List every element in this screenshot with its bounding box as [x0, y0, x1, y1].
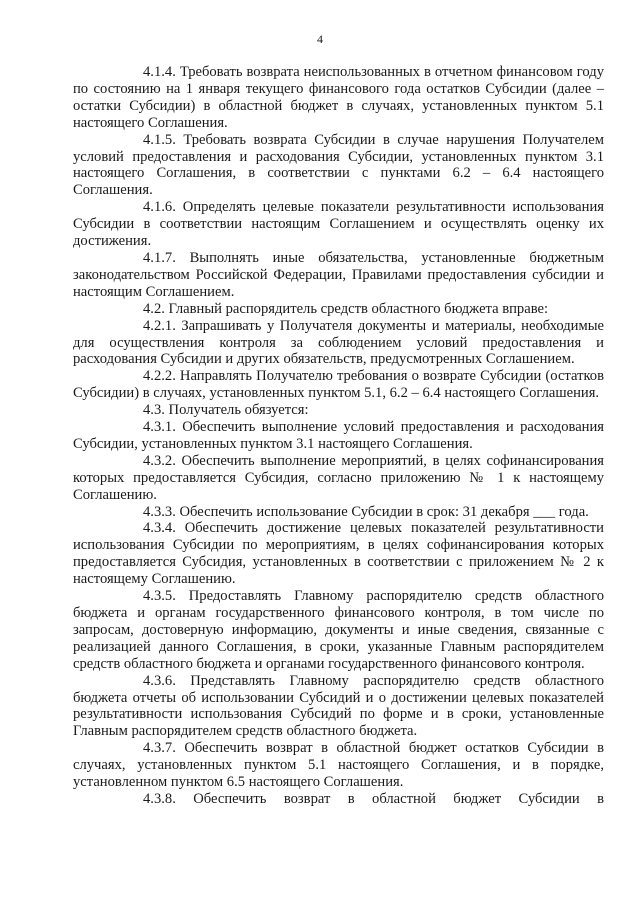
clause-4-3-8: 4.3.8. Обеспечить возврат в областной бюджет Субсидии в	[143, 790, 604, 807]
document-body	[73, 64, 604, 808]
clause-4-3-2: 4.3.2. Обеспечить выполнение мероприятий, в целях софинансирования которых предоставляется Субсидия, согласно приложению № 1 к настоящему Соглашению.	[73, 452, 604, 503]
clause-4-3-1: 4.3.1. Обеспечить выполнение условий предоставления и расходования Субсидии, установленных пунктом 3.1 настоящего Соглашения.	[73, 419, 604, 452]
page-number: 4	[317, 32, 323, 46]
clause-4-3-4: 4.3.4. Обеспечить достижение целевых показателей результативности использования Субсидии по мероприятиям, в целях софинансирования которых предоставляется Субсидия, установленных в соответствии с приложением № 2 к настоящему Соглашению.	[73, 520, 604, 588]
clause-4-1-7: 4.1.7. Выполнять иные обязательства, установленные бюджетным законодательством Российской Федерации, Правилами предоставления субсидии и настоящим Соглашением.	[73, 249, 604, 300]
clause-4-3-heading: 4.3. Получатель обязуется:	[143, 402, 309, 419]
clause-4-3-6: 4.3.6. Представлять Главному распорядителю средств областного бюджета отчеты об использовании Субсидий и о достижении целевых показателей результативности использования Субсидий по форме и в сроки, установленные Главным распорядителем средств областного бюджета.	[73, 672, 604, 740]
clause-4-1-5: 4.1.5. Требовать возврата Субсидии в случае нарушения Получателем условий предоставления и расходования Субсидии, установленных пунктом 3.1 настоящего Соглашения, в соответствии с пунктами 6.2 – 6.4 настоящего Соглашения.	[73, 131, 604, 199]
clause-4-3-3: 4.3.3. Обеспечить использование Субсидии в срок: 31 декабря ___ года.	[143, 503, 589, 520]
clause-4-3-7: 4.3.7. Обеспечить возврат в областной бюджет остатков Субсидии в случаях, установленных пунктом 5.1 настоящего Соглашения, и в порядке, установленном пунктом 6.5 настоящего Соглашения.	[73, 740, 604, 791]
clause-4-2-1: 4.2.1. Запрашивать у Получателя документы и материалы, необходимые для осуществления контроля за соблюдением условий предоставления и расходования Субсидии и других обязательств, предусмотренных Соглашением.	[73, 317, 604, 368]
clause-4-1-6: 4.1.6. Определять целевые показатели результативности использования Субсидии в соответствии настоящим Соглашением и осуществлять оценку их достижения.	[73, 199, 604, 250]
clause-4-2-heading: 4.2. Главный распорядитель средств областного бюджета вправе:	[143, 300, 549, 317]
clause-4-3-5: 4.3.5. Предоставлять Главному распорядителю средств областного бюджета и органам государственного финансового контроля, в том числе по запросам, достоверную информацию, документы и иные сведения, связанные с реализацией данного Соглашения, в сроки, указанные Главным распорядителем средств областного бюджета и органами государственного финансового контроля.	[73, 588, 604, 672]
clause-4-1-4: 4.1.4. Требовать возврата неиспользованных в отчетном финансовом году по состоянию на 1 января текущего финансового года остатков Субсидии (далее – остатки Субсидии) в областной бюджет в случаях, установленных пунктом 5.1 настоящего Соглашения.	[73, 64, 604, 131]
clause-4-2-2: 4.2.2. Направлять Получателю требования о возврате Субсидии (остатков Субсидии) в случаях, установленных пунктом 5.1, 6.2 – 6.4 настоящего Соглашения.	[73, 368, 604, 402]
